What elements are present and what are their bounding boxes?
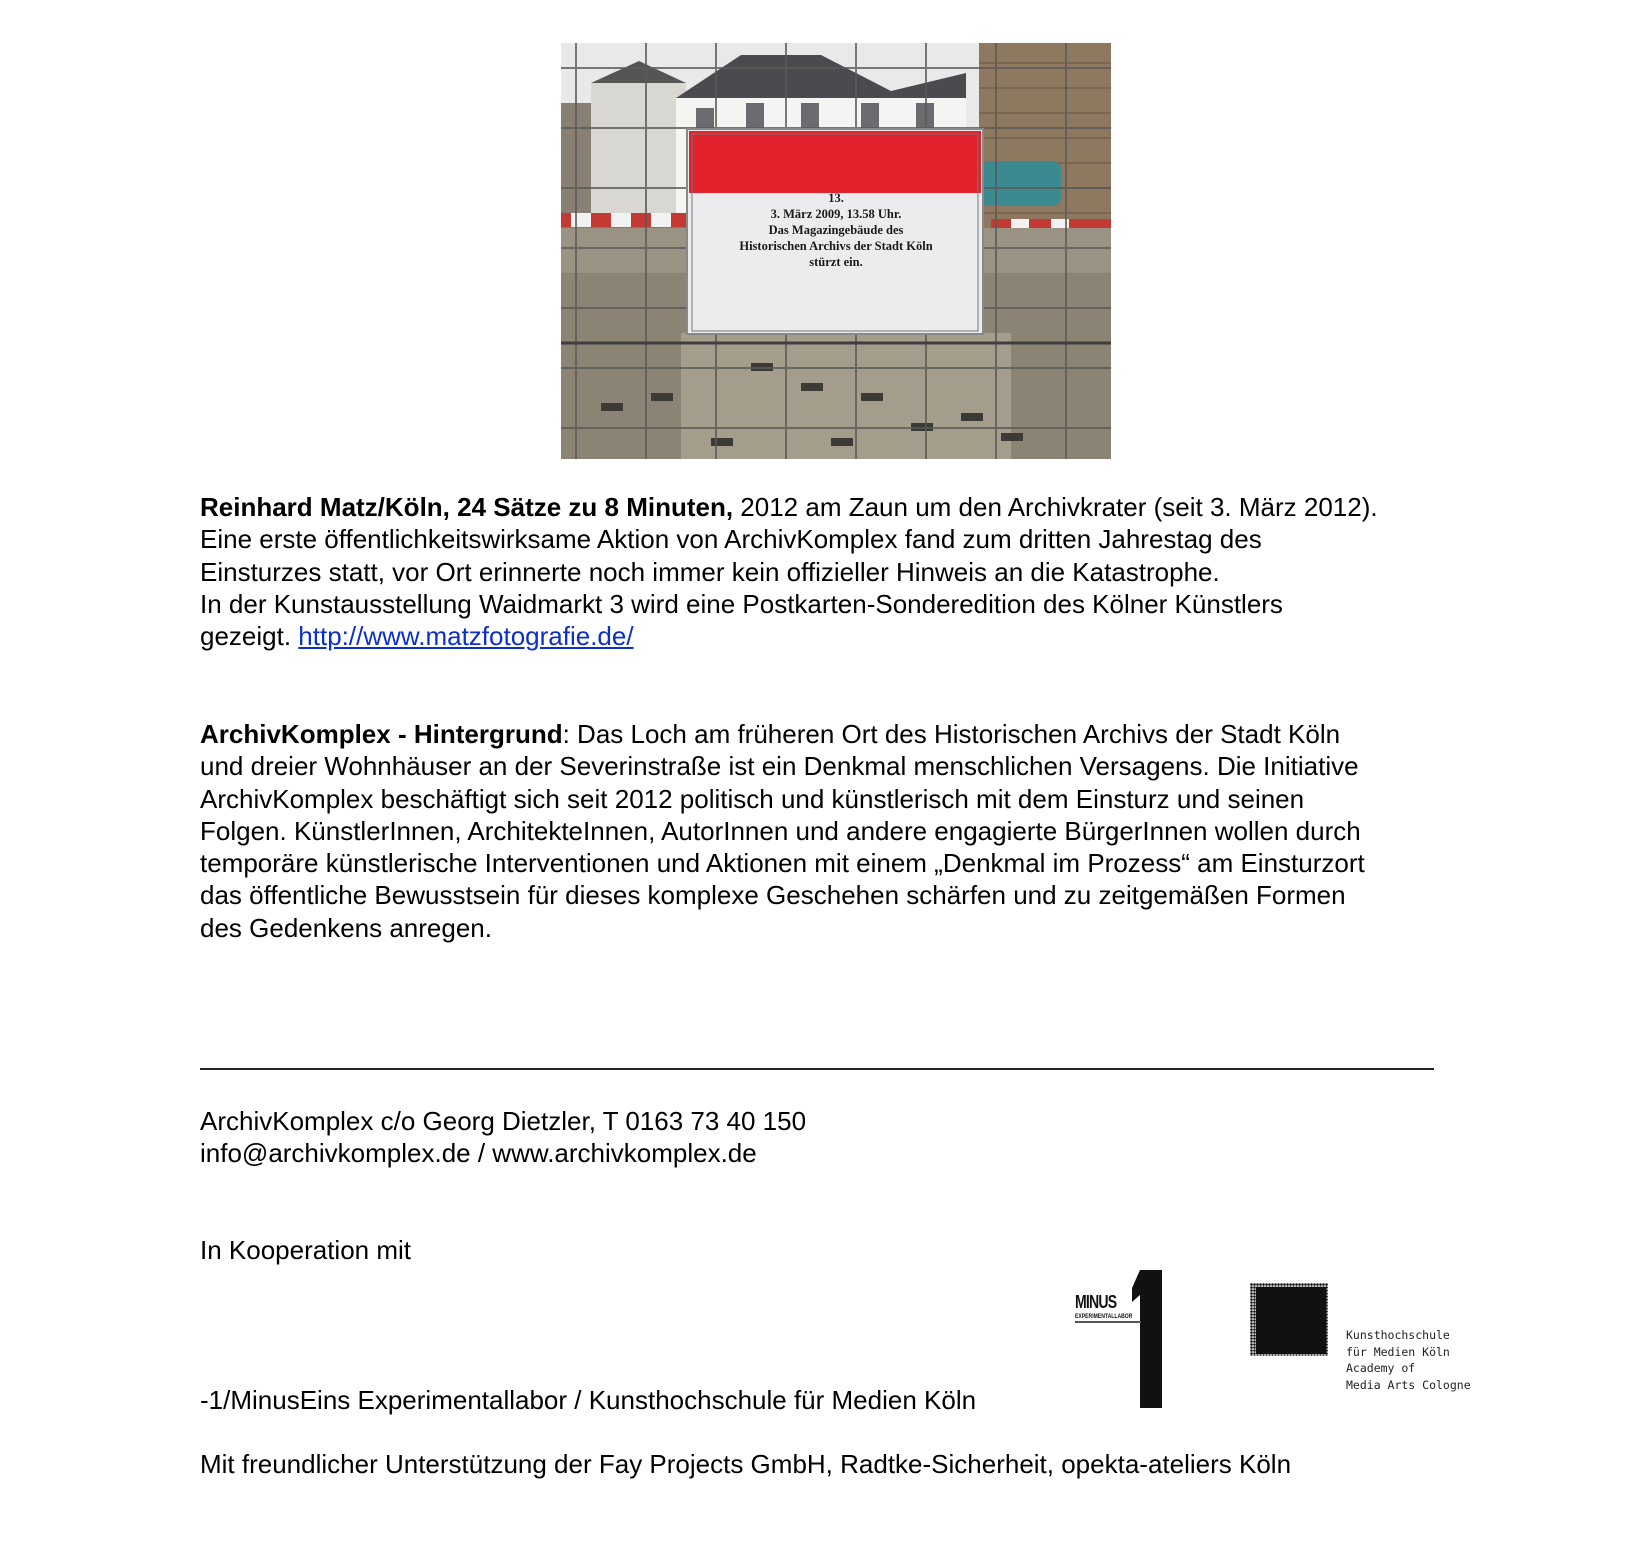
- sign-line: Historischen Archivs der Stadt Köln: [739, 239, 933, 253]
- separator-line: [200, 1068, 1434, 1070]
- minuseins-logo-rule: [1075, 1321, 1141, 1323]
- cooperation-label-text: In Kooperation mit: [200, 1235, 412, 1265]
- minuseins-logo-word: MINUS: [1075, 1292, 1117, 1312]
- intro-paragraph: [200, 491, 1500, 652]
- background-line-1: : Das Loch am früheren Ort des Historischen Archivs der Stadt Köln: [562, 719, 1341, 749]
- background-line-6: das öffentliche Bewusstsein für dieses komplexe Geschehen schärfen und zu zeitgemäßen Formen: [200, 880, 1346, 911]
- khm-logo-line: Academy of: [1346, 1361, 1416, 1375]
- sign-text: [711, 190, 961, 270]
- background-line-2: und dreier Wohnhäuser an der Severinstraße ist ein Denkmal menschlichen Versagens. Die Initiative: [200, 751, 1359, 782]
- cooperation-label: [200, 1234, 1500, 1266]
- support-line: [200, 1448, 1500, 1480]
- background-bold-title: ArchivKomplex - Hintergrund: [200, 719, 563, 749]
- khm-logo-line: Media Arts Cologne: [1346, 1377, 1471, 1392]
- contact-line-1: ArchivKomplex c/o Georg Dietzler, T 0163 73 40 150: [200, 1106, 807, 1136]
- contact-line-2: info@archivkomplex.de / www.archivkomplex.de: [200, 1138, 757, 1169]
- intro-line-5: gezeigt.: [200, 621, 299, 652]
- matzfotografie-link[interactable]: http://www.matzfotografie.de/: [298, 621, 634, 652]
- cooperation-partners: [200, 1384, 1500, 1416]
- sign-line: Das Magazingebäude des: [768, 223, 904, 237]
- intro-line-1: 2012 am Zaun um den Archivkrater (seit 3. März 2012).: [733, 492, 1378, 522]
- minuseins-logo: [1072, 1270, 1172, 1410]
- intro-line-3: Einsturzes statt, vor Ort erinnerte noch immer kein offizieller Hinweis an die Katastrophe.: [200, 556, 1220, 587]
- intro-line-4: In der Kunstausstellung Waidmarkt 3 wird eine Postkarten-Sonderedition des Kölner Künstlers: [200, 588, 1283, 619]
- background-line-5: temporäre künstlerische Interventionen und Aktionen mit einem „Denkmal im Prozess“ am Einsturzort: [200, 848, 1365, 879]
- contact-block: [200, 1105, 1500, 1170]
- sign-line: stürzt ein.: [809, 255, 863, 269]
- sign-line: 13.: [828, 191, 844, 205]
- background-paragraph: [200, 718, 1500, 944]
- khm-logo-square: [1250, 1283, 1328, 1356]
- khm-logo-line: für Medien Köln: [1346, 1344, 1450, 1359]
- intro-line-2: Eine erste öffentlichkeitswirksame Aktion von ArchivKomplex fand zum dritten Jahrestag des: [200, 524, 1262, 555]
- archive-crater-photo: [561, 43, 1111, 459]
- support-line-text: Mit freundlicher Unterstützung der Fay Projects GmbH, Radtke-Sicherheit, opekta-ateliers Köln: [200, 1449, 1292, 1479]
- cooperation-partners-text: -1/MinusEins Experimentallabor / Kunsthochschule für Medien Köln: [200, 1385, 977, 1415]
- minuseins-logo-sub: EXPERIMENTALLABOR: [1075, 1313, 1133, 1320]
- sign-line: 3. März 2009, 13.58 Uhr.: [770, 207, 902, 221]
- background-line-4: Folgen. KünstlerInnen, ArchitekteInnen, AutorInnen und andere engagierte BürgerInnen wollen durch: [200, 815, 1361, 846]
- background-line-3: ArchivKomplex beschäftigt sich seit 2012 politisch und künstlerisch mit dem Einsturz und seinen: [200, 783, 1305, 814]
- minuseins-one-mark: [1072, 1270, 1172, 1410]
- khm-logo-line: Kunsthochschule: [1346, 1328, 1450, 1342]
- background-line-7: des Gedenkens anregen.: [200, 912, 492, 943]
- intro-bold-title: Reinhard Matz/Köln, 24 Sätze zu 8 Minuten,: [200, 492, 734, 522]
- khm-logo-text: [1346, 1327, 1471, 1393]
